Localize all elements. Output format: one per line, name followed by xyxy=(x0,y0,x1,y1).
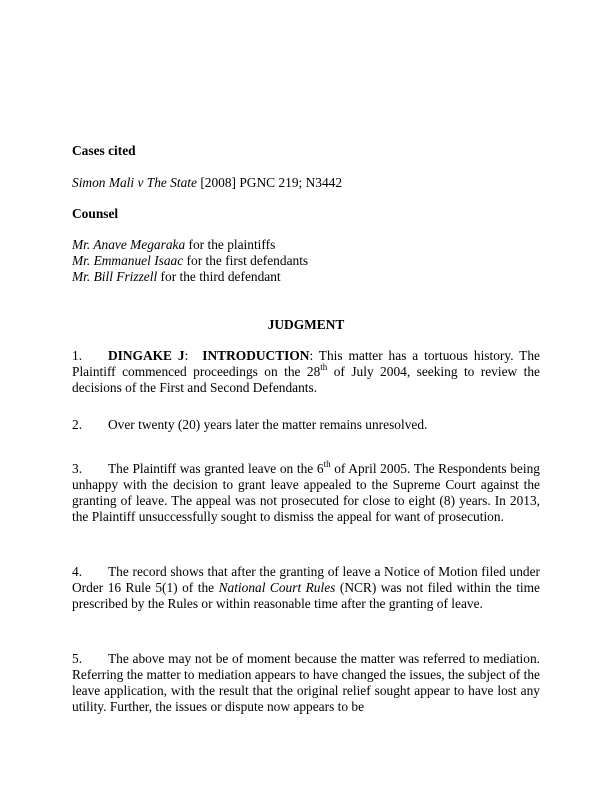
counsel-list xyxy=(72,237,540,285)
paragraph-number: 1. xyxy=(72,348,83,363)
counsel-heading: Counsel xyxy=(72,206,119,221)
judge-name: DINGAKE J xyxy=(108,348,185,363)
paragraph-text: of April 2005. The Respondents being unhappy with the decision to grant leave appealed to the Supreme Court against the granting of leave. The appeal was not prosecuted for close to eight (8) years. In 2013, the Plaintiff unsuccessfully sought to dismiss the appeal for want of prosecution. xyxy=(72,461,540,524)
ordinal-suffix: th xyxy=(323,459,331,469)
paragraph-3 xyxy=(72,461,540,525)
paragraph-text: The Plaintiff was granted leave on the 6 xyxy=(108,461,324,476)
paragraph-text: (NCR) was not filed within the time prescribed by the Rules or within reasonable time after the granting of leave. xyxy=(72,580,540,611)
counsel-entry xyxy=(72,237,540,253)
paragraph-text: of July 2004, seeking to review the decisions of the First and Second Defendants. xyxy=(72,364,540,395)
rules-title: National Court Rules xyxy=(218,580,336,595)
paragraph-text: Over twenty (20) years later the matter remains unresolved. xyxy=(108,417,428,432)
counsel-entry xyxy=(72,253,540,269)
counsel-entry xyxy=(72,269,540,285)
counsel-role: for the third defendant xyxy=(157,269,281,284)
introduction-heading: INTRODUCTION xyxy=(202,348,310,363)
ordinal-suffix: th xyxy=(320,362,328,372)
paragraph-number: 5. xyxy=(72,651,83,666)
paragraph-text: The record shows that after the granting of leave a Notice of Motion filed under Order 16 Rule 5(1) of the xyxy=(72,564,540,595)
cases-cited-heading: Cases cited xyxy=(72,143,136,158)
paragraph-text: The above may not be of moment because the matter was referred to mediation. Referring the matter to mediation appears to have changed the issues, the subject of the leave application, with the result that the original relief sought appear to have lost any utility. Further, the issues or dispute now appears to be xyxy=(72,651,540,714)
counsel-role: for the first defendants xyxy=(183,253,309,268)
counsel-name: Mr. Anave Megaraka xyxy=(72,237,186,252)
paragraph-1 xyxy=(72,348,540,396)
counsel-role: for the plaintiffs xyxy=(185,237,276,252)
paragraph-number: 2. xyxy=(72,417,83,432)
counsel-name: Mr. Bill Frizzell xyxy=(72,269,158,284)
judge-colon: : xyxy=(184,348,189,363)
judgment-title: JUDGMENT xyxy=(267,317,345,332)
paragraph-text: : This matter has a tortuous history. The Plaintiff commenced proceedings on the 28 xyxy=(72,348,540,379)
case-citation xyxy=(72,175,540,191)
paragraph-number: 3. xyxy=(72,461,83,476)
paragraph-4 xyxy=(72,564,540,612)
counsel-name: Mr. Emmanuel Isaac xyxy=(72,253,184,268)
paragraph-5 xyxy=(72,651,540,715)
paragraph-2 xyxy=(72,417,540,433)
paragraph-number: 4. xyxy=(72,564,83,579)
case-name: Simon Mali v The State xyxy=(72,175,197,190)
case-reference: [2008] PGNC 219; N3442 xyxy=(196,175,343,190)
